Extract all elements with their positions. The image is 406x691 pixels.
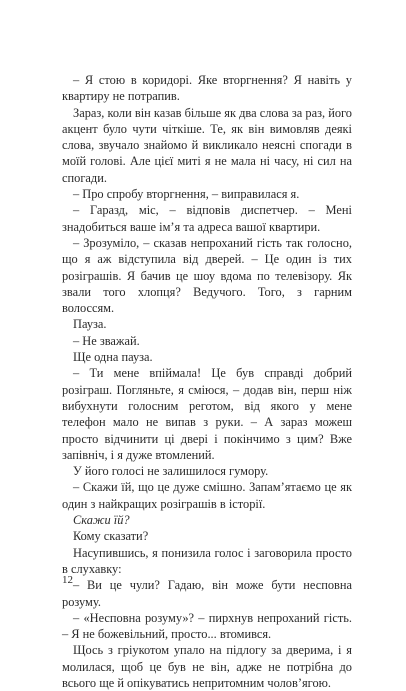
- paragraph: – Ви це чули? Гадаю, він може бути несповна розуму.: [62, 578, 352, 609]
- paragraph: – Гаразд, міс, – відповів диспетчер. – Мені знадобиться ваше ім’я та адреса вашої квартири.: [62, 203, 352, 234]
- paragraph: – Скажи їй, що це дуже смішно. Запам’ятаємо це як один з найкращих розіграшів в історії.: [62, 480, 352, 511]
- paragraph: Щось з гріукотом упало на підлогу за дверима, і я молилася, щоб це був не він, адже не потрібна до всього ще й опікуватись непритомним чолов’ягою.: [62, 643, 352, 690]
- paragraph: – Про спробу вторгнення, – виправилася я.: [73, 187, 300, 202]
- page-number: 12: [62, 574, 73, 586]
- paragraph: У його голосі не залишилося гумору.: [73, 464, 269, 479]
- paragraph: Кому сказати?: [73, 529, 149, 544]
- paragraph: – Ти мене впіймала! Це був справді добрий розіграш. Погляньте, я сміюся, – додав він, перш ніж вибухнути голосним реготом, від якого у мене телефон мало не випав з руки. – А зараз можеш просто відчинити ці двері і покінчимо з цим? Вже запівніч, і я дуже втомлений.: [62, 366, 352, 462]
- paragraph: – Зрозуміло, – сказав непроханий гість так голосно, що я аж відступила від дверей. – Це один із тих розіграшів. Я бачив це шоу вдома по телевізору. Як звали того хлопця? Ведучого. Того, з гарним волоссям.: [62, 235, 352, 316]
- paragraph-italic: Скажи їй?: [73, 513, 130, 528]
- paragraph: Зараз, коли він казав більше як два слова за раз, його акцент було чути чіткіше. Те, як він вимовляв деякі слова, звучало знайомо й викликало неясні спогади в моїй голові. Але цієї миті я не мала ні часу, ні сил на спогади.: [62, 105, 352, 185]
- paragraph: Насупившись, я понизила голос і заговорила просто в слухавку:: [62, 545, 352, 576]
- paragraph: Ще одна пауза.: [73, 350, 153, 365]
- body-text: [62, 72, 352, 691]
- paragraph: – Не зважай.: [73, 333, 140, 348]
- paragraph: – Я стою в коридорі. Яке вторгнення? Я навіть у квартиру не потрапив.: [62, 73, 352, 104]
- paragraph: – «Несповна розуму»? – пирхнув непроханий гість. – Я не божевільний, просто... втомився.: [62, 610, 352, 642]
- paragraph: Пауза.: [73, 317, 107, 332]
